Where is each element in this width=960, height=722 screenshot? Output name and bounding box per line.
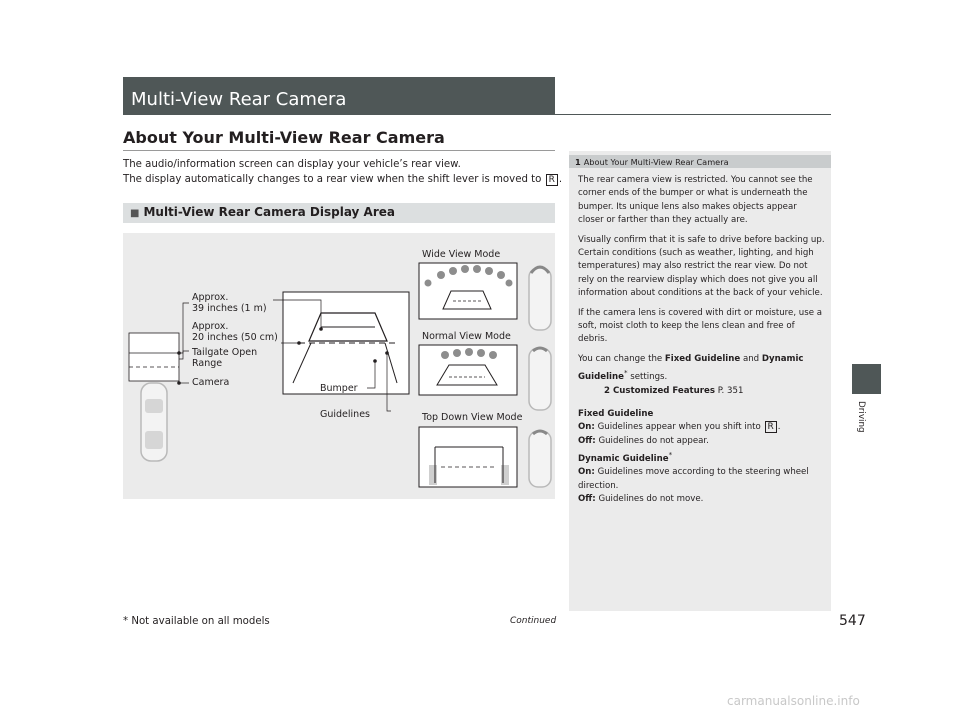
fixed-off-line [578, 435, 825, 448]
diagram-graphics [123, 233, 555, 499]
label-bumper: Bumper [320, 383, 358, 394]
fixed-on-label: On: [578, 422, 595, 433]
shift-r-key: R [546, 174, 558, 186]
normal-view-thumbnail [419, 345, 551, 410]
note-p4-star: * [623, 368, 628, 378]
note-p2: Visually confirm that it is safe to drive before backing up. Certain conditions (such as weather, lighting, and high temperatures) may also restrict the rear view. Do not rely on the rearview display which does not give you all information about conditions at the back of your vehicle. [578, 234, 825, 299]
note-p4-fixed: Fixed Guideline [664, 353, 741, 364]
label-tailgate [192, 347, 257, 369]
period: . [558, 174, 563, 185]
label-approx-39-a: Approx. [192, 292, 229, 303]
ref-arrow-icon: 2 [604, 385, 610, 396]
watermark: carmanualsonline.info [727, 694, 860, 708]
top-down-view-thumbnail [419, 427, 551, 487]
note-p4-b: settings. [630, 372, 668, 383]
intro-line-2 [123, 172, 562, 187]
intro-line-2-text: The display automatically changes to a rear view when the shift lever is moved to [123, 174, 542, 185]
label-normal-view: Normal View Mode [422, 331, 511, 342]
fixed-off-text: Guidelines do not appear. [598, 435, 709, 446]
intro-line-1: The audio/information screen can display your vehicle’s rear view. [123, 159, 461, 170]
dynamic-off-line [578, 493, 825, 506]
fixed-guideline-title: Fixed Guideline [578, 408, 654, 419]
dynamic-off-text: Guidelines do not move. [598, 494, 704, 505]
header-rule [555, 114, 831, 115]
note-title [575, 157, 729, 167]
subsection-title-text: Multi-View Rear Camera Display Area [143, 205, 396, 219]
label-wide-view: Wide View Mode [422, 249, 501, 260]
dynamic-off-label: Off: [578, 494, 596, 505]
note-p4-and: and [742, 353, 760, 364]
dynamic-on-line [578, 466, 825, 493]
subsection-title [130, 205, 395, 219]
chapter-tab [852, 364, 881, 394]
fixed-off-label: Off: [578, 435, 596, 446]
tailgate-range-box [129, 333, 179, 381]
dynamic-on-text: Guidelines move according to the steering wheel direction. [578, 467, 809, 491]
customized-features-link[interactable] [578, 385, 825, 398]
label-top-down-view: Top Down View Mode [422, 412, 523, 423]
note-p3: If the camera lens is covered with dirt or moisture, use a soft, moist cloth to keep the lens clean and free of debris. [578, 307, 822, 345]
fixed-on-text: Guidelines appear when you shift into [597, 422, 761, 433]
chapter-label: Driving [856, 401, 866, 433]
note-marker-icon: 1 [575, 157, 581, 167]
dynamic-guideline-title [578, 448, 825, 466]
footnote: * Not available on all models [123, 616, 270, 627]
label-tailgate-b: Range [192, 358, 223, 369]
label-approx-20-b: 20 inches (50 cm) [192, 332, 278, 343]
continued-label: Continued [510, 616, 557, 626]
note-body [578, 174, 825, 507]
ref-page: P. 351 [717, 385, 744, 396]
car-top-view-icon [141, 383, 167, 461]
fixed-on-key: R [765, 421, 777, 433]
label-guidelines: Guidelines [320, 409, 370, 420]
note-p1: The rear camera view is restricted. You cannot see the corner ends of the bumper or what is underneath the bumper. Its unique lens also makes objects appear closer or farther than they actually are. [578, 175, 813, 226]
label-approx-39 [192, 292, 267, 314]
wide-view-thumbnail [419, 263, 551, 330]
label-tailgate-a: Tailgate Open [192, 347, 258, 358]
ref-title: Customized Features [612, 385, 715, 396]
dynamic-on-label: On: [578, 467, 595, 478]
label-approx-20 [192, 321, 278, 343]
section-rule [123, 150, 555, 151]
label-approx-20-a: Approx. [192, 321, 229, 332]
label-camera: Camera [192, 377, 230, 388]
dynamic-title-text: Dynamic Guideline [578, 454, 669, 465]
note-p4-dynamic: Dynamic Guideline [578, 353, 804, 383]
label-approx-39-b: 39 inches (1 m) [192, 303, 267, 314]
page-title: Multi-View Rear Camera [131, 89, 347, 110]
page-number: 547 [839, 613, 866, 629]
dynamic-star: * [668, 450, 673, 460]
note-p4-a: You can change the [578, 353, 663, 364]
square-marker-icon: ■ [130, 208, 140, 219]
note-title-text: About Your Multi-View Rear Camera [583, 157, 729, 167]
note-p4 [578, 353, 825, 385]
fixed-on-line: On: Guidelines appear when you shift into R . [578, 422, 781, 433]
section-title: About Your Multi-View Rear Camera [123, 128, 445, 147]
